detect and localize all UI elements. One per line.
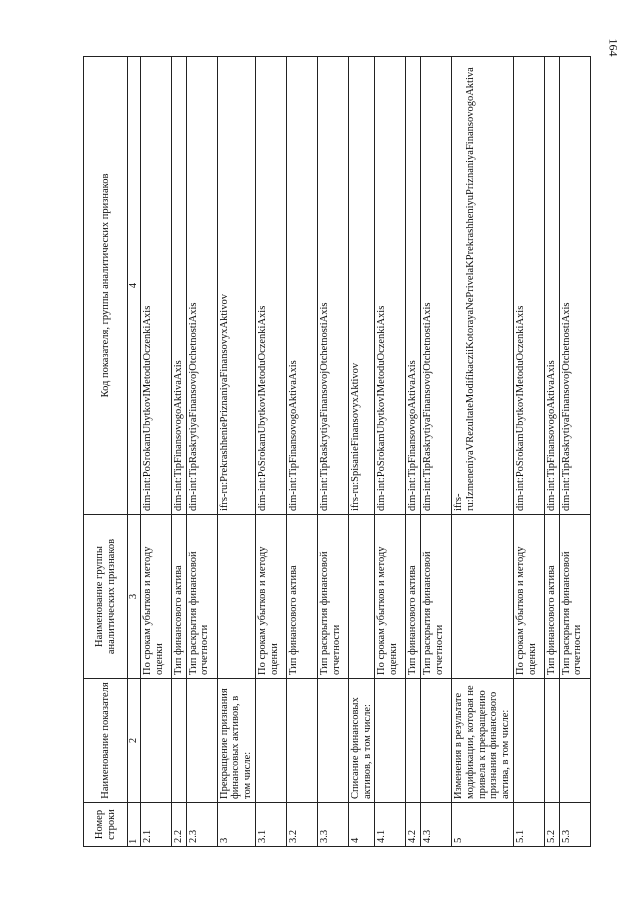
group-name-cell: По срокам убытков и методу оценки	[513, 515, 544, 679]
table-row	[286, 57, 317, 847]
indicator-name-cell	[286, 679, 317, 803]
rotated-table-area	[83, 57, 584, 847]
table-row	[217, 57, 255, 847]
code-cell: dim-int:PoSrokamUbytkovIMetoduOczenkiAxis	[140, 57, 171, 515]
table-row	[171, 57, 186, 847]
table-row	[317, 57, 348, 847]
indicator-name-cell	[255, 679, 286, 803]
row-number-cell: 2.2	[171, 803, 186, 847]
table-row	[140, 57, 171, 847]
indicator-name-cell	[421, 679, 452, 803]
indicator-name-cell	[186, 679, 217, 803]
indicator-table	[83, 56, 591, 847]
table-row	[421, 57, 452, 847]
group-name-cell: Тип финансового актива	[544, 515, 559, 679]
row-number-cell: 5.1	[513, 803, 544, 847]
indicator-name-cell	[544, 679, 559, 803]
header-row-number: Номер строки	[84, 803, 128, 847]
group-name-cell: Тип раскрытия финансовой отчетности	[559, 515, 590, 679]
code-cell: dim-int:TipFinansovogoAktivaAxis	[171, 57, 186, 515]
table-header-row	[84, 57, 128, 847]
code-cell: dim-int:TipRaskrytiyaFinansovojOtchetnostiAxis	[421, 57, 452, 515]
group-name-cell: Тип финансового актива	[171, 515, 186, 679]
row-number-cell: 4	[348, 803, 375, 847]
code-cell: dim-int:TipFinansovogoAktivaAxis	[406, 57, 421, 515]
row-number-cell: 3.3	[317, 803, 348, 847]
column-number: 4	[128, 57, 141, 515]
header-indicator-name: Наименование показателя	[84, 679, 128, 803]
row-number-cell: 4.3	[421, 803, 452, 847]
code-cell: dim-int:TipFinansovogoAktivaAxis	[544, 57, 559, 515]
indicator-name-cell	[513, 679, 544, 803]
header-group-name: Наименование группы аналитических признаков	[84, 515, 128, 679]
group-name-cell: Тип раскрытия финансовой отчетности	[186, 515, 217, 679]
table-row	[452, 57, 514, 847]
group-name-cell: Тип раскрытия финансовой отчетности	[317, 515, 348, 679]
group-name-cell: По срокам убытков и методу оценки	[375, 515, 406, 679]
rotated-table-frame	[83, 57, 584, 847]
indicator-name-cell: Прекращение признания финансовых активов, в том числе:	[217, 679, 255, 803]
group-name-cell: Тип финансового актива	[406, 515, 421, 679]
indicator-name-cell	[140, 679, 171, 803]
table-row	[375, 57, 406, 847]
row-number-cell: 4.1	[375, 803, 406, 847]
indicator-name-cell	[317, 679, 348, 803]
row-number-cell: 5.3	[559, 803, 590, 847]
indicator-name-cell	[559, 679, 590, 803]
table-row	[186, 57, 217, 847]
code-cell: ifrs-ru:PrekrashheniePriznaniyaFinansovyxAktivov	[217, 57, 255, 515]
code-cell: ifrs-ru:SpisanieFinansovyxAktivov	[348, 57, 375, 515]
indicator-name-cell	[406, 679, 421, 803]
group-name-cell	[217, 515, 255, 679]
table-row	[406, 57, 421, 847]
code-cell: dim-int:TipRaskrytiyaFinansovojOtchetnostiAxis	[317, 57, 348, 515]
code-cell: dim-int:TipFinansovogoAktivaAxis	[286, 57, 317, 515]
group-name-cell	[452, 515, 514, 679]
column-number: 3	[128, 515, 141, 679]
column-number: 2	[128, 679, 141, 803]
group-name-cell: Тип финансового актива	[286, 515, 317, 679]
group-name-cell: По срокам убытков и методу оценки	[140, 515, 171, 679]
row-number-cell: 2.1	[140, 803, 171, 847]
code-cell: dim-int:PoSrokamUbytkovIMetoduOczenkiAxis	[513, 57, 544, 515]
row-number-cell: 2.3	[186, 803, 217, 847]
row-number-cell: 3.1	[255, 803, 286, 847]
code-cell: dim-int:PoSrokamUbytkovIMetoduOczenkiAxis	[255, 57, 286, 515]
row-number-cell: 3.2	[286, 803, 317, 847]
group-name-cell: По срокам убытков и методу оценки	[255, 515, 286, 679]
code-cell: dim-int:PoSrokamUbytkovIMetoduOczenkiAxis	[375, 57, 406, 515]
row-number-cell: 4.2	[406, 803, 421, 847]
table-row	[348, 57, 375, 847]
code-cell: dim-int:TipRaskrytiyaFinansovojOtchetnostiAxis	[559, 57, 590, 515]
table-row	[544, 57, 559, 847]
page-number: 164	[606, 38, 621, 57]
table-row	[255, 57, 286, 847]
table-row	[559, 57, 590, 847]
indicator-name-cell: Изменения в результате модификации, которая не привела к прекращению признания финансового актива, в том числе:	[452, 679, 514, 803]
column-number-row	[128, 57, 141, 847]
code-cell: dim-int:TipRaskrytiyaFinansovojOtchetnostiAxis	[186, 57, 217, 515]
group-name-cell: Тип раскрытия финансовой отчетности	[421, 515, 452, 679]
row-number-cell: 5	[452, 803, 514, 847]
group-name-cell	[348, 515, 375, 679]
header-code: Код показателя, группы аналитических признаков	[84, 57, 128, 515]
row-number-cell: 5.2	[544, 803, 559, 847]
row-number-cell: 3	[217, 803, 255, 847]
table-row	[513, 57, 544, 847]
indicator-name-cell	[375, 679, 406, 803]
indicator-name-cell	[171, 679, 186, 803]
code-cell: ifrs-ru:IzmeneniyaVRezultateModifikacziiKotorayaNePrivelaKPrekrashheniyuPriznaniyaFinansovogoAktiva	[452, 57, 514, 515]
indicator-name-cell: Списание финансовых активов, в том числе:	[348, 679, 375, 803]
column-number: 1	[128, 803, 141, 847]
